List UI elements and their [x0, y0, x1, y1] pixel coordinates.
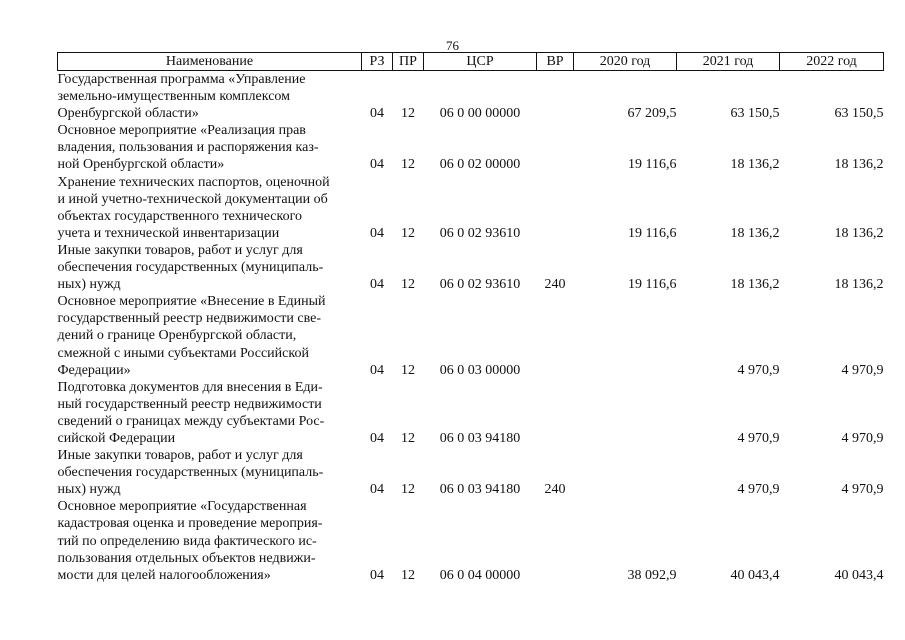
cell-2022: 18 136,2	[834, 157, 884, 173]
cell-2022: 4 970,9	[841, 430, 884, 446]
name-line: государственный реестр недвижимости све-	[57, 311, 322, 327]
cell-2021: 40 043,4	[730, 567, 780, 583]
name-line: смежной с иными субъектами Российской	[57, 345, 309, 361]
cell-csr: 06 0 03 94180	[439, 482, 521, 498]
cell-name	[58, 174, 362, 242]
cell-vr	[537, 122, 574, 173]
name-line: Основное мероприятие «Внесение в Единый	[57, 294, 326, 310]
cell-csr: 06 0 00 00000	[439, 106, 521, 122]
name-line: Оренбургской области»	[57, 106, 199, 122]
cell-csr: 06 0 02 00000	[439, 157, 521, 173]
header-csr: ЦСР	[424, 53, 537, 71]
name-line: сведений о границах между субъектами Рос-	[57, 413, 325, 429]
cell-pr: 12	[401, 277, 415, 293]
name-line: ной Оренбургской области»	[57, 157, 225, 173]
cell-name	[58, 71, 362, 123]
name-line: объектах государственного технического	[57, 208, 302, 224]
cell-2022: 18 136,2	[834, 277, 884, 293]
cell-csr: 06 0 03 00000	[439, 362, 521, 378]
table-header	[58, 53, 884, 71]
cell-vr: 240	[544, 482, 566, 498]
cell-name	[58, 379, 362, 447]
cell-pr: 12	[401, 225, 415, 241]
cell-pr: 12	[401, 362, 415, 378]
cell-2020	[574, 447, 677, 498]
cell-name	[58, 293, 362, 378]
cell-2020: 19 116,6	[628, 277, 677, 293]
name-line: земельно-имущественным комплексом	[57, 89, 290, 105]
cell-name	[58, 447, 362, 498]
table-body	[58, 71, 884, 584]
name-line: обеспечения государственных (муниципаль-	[57, 465, 324, 481]
cell-rz: 04	[370, 482, 384, 498]
cell-2020: 67 209,5	[627, 106, 677, 122]
cell-2020	[574, 293, 677, 378]
table-row	[58, 174, 884, 242]
cell-pr: 12	[401, 567, 415, 583]
cell-vr: 240	[544, 277, 566, 293]
header-row	[58, 53, 884, 71]
cell-rz: 04	[370, 225, 384, 241]
table-row	[58, 242, 884, 293]
name-line: Иные закупки товаров, работ и услуг для	[57, 242, 303, 258]
cell-2021: 4 970,9	[737, 482, 780, 498]
name-line: ный государственный реестр недвижимости	[57, 396, 322, 412]
name-line: тий по определению вида фактического ис-	[57, 533, 317, 549]
header-name: Наименование	[58, 53, 362, 71]
cell-rz: 04	[370, 277, 384, 293]
cell-rz: 04	[370, 106, 384, 122]
header-2020: 2020 год	[574, 53, 677, 71]
table-row	[58, 447, 884, 498]
name-line: ных) нужд	[57, 482, 121, 498]
name-line: Подготовка документов для внесения в Еди-	[57, 379, 323, 395]
page-number: 76	[446, 38, 459, 53]
cell-rz: 04	[370, 430, 384, 446]
cell-name	[58, 242, 362, 293]
name-line: мости для целей налогообложения»	[57, 567, 271, 583]
cell-pr: 12	[401, 430, 415, 446]
cell-vr	[537, 293, 574, 378]
name-line: учета и технической инвентаризации	[57, 225, 280, 241]
name-line: Основное мероприятие «Реализация прав	[57, 123, 306, 139]
cell-2020: 38 092,9	[627, 567, 677, 583]
cell-2020: 19 116,6	[628, 157, 677, 173]
table-row	[58, 498, 884, 583]
cell-2021: 18 136,2	[730, 225, 780, 241]
name-line: Основное мероприятие «Государственная	[57, 499, 307, 515]
header-vr: ВР	[537, 53, 574, 71]
cell-2022: 18 136,2	[834, 225, 884, 241]
name-line: дений о границе Оренбургской области,	[57, 328, 297, 344]
cell-2021: 4 970,9	[737, 362, 780, 378]
cell-pr: 12	[401, 482, 415, 498]
cell-2021: 18 136,2	[730, 157, 780, 173]
header-pr: ПР	[393, 53, 424, 71]
cell-vr	[537, 498, 574, 583]
table-row	[58, 71, 884, 123]
budget-table	[57, 52, 884, 584]
cell-vr	[537, 379, 574, 447]
header-2022: 2022 год	[780, 53, 884, 71]
header-2021: 2021 год	[677, 53, 780, 71]
cell-csr: 06 0 02 93610	[439, 225, 521, 241]
name-line: и иной учетно-технической документации об	[57, 191, 328, 207]
cell-rz: 04	[370, 567, 384, 583]
cell-2020: 19 116,6	[628, 225, 677, 241]
name-line: Хранение технических паспортов, оценочной	[57, 174, 330, 190]
cell-2020	[574, 379, 677, 447]
name-line: кадастровая оценка и проведение мероприя-	[57, 516, 323, 532]
name-line: пользования отдельных объектов недвижи-	[57, 550, 316, 566]
cell-2022: 4 970,9	[841, 482, 884, 498]
cell-rz: 04	[370, 157, 384, 173]
cell-pr: 12	[401, 157, 415, 173]
table-row	[58, 122, 884, 173]
cell-2022: 4 970,9	[841, 362, 884, 378]
name-line: Федерации»	[57, 362, 131, 378]
cell-2022: 63 150,5	[834, 106, 884, 122]
cell-csr: 06 0 03 94180	[439, 430, 521, 446]
cell-2021: 18 136,2	[730, 277, 780, 293]
name-line: сийской Федерации	[57, 430, 176, 446]
cell-pr: 12	[401, 106, 415, 122]
cell-2021: 63 150,5	[730, 106, 780, 122]
cell-vr	[537, 174, 574, 242]
name-line: Иные закупки товаров, работ и услуг для	[57, 448, 303, 464]
cell-csr: 06 0 02 93610	[439, 277, 521, 293]
cell-vr	[537, 71, 574, 123]
cell-2022: 40 043,4	[834, 567, 884, 583]
name-line: Государственная программа «Управление	[57, 72, 306, 87]
table-row	[58, 293, 884, 378]
cell-csr: 06 0 04 00000	[439, 567, 521, 583]
table-row	[58, 379, 884, 447]
name-line: владения, пользования и распоряжения каз-	[57, 140, 319, 156]
cell-name	[58, 498, 362, 583]
name-line: обеспечения государственных (муниципаль-	[57, 260, 324, 276]
cell-name	[58, 122, 362, 173]
cell-2021: 4 970,9	[737, 430, 780, 446]
header-rz: РЗ	[362, 53, 393, 71]
name-line: ных) нужд	[57, 277, 121, 293]
cell-rz: 04	[370, 362, 384, 378]
